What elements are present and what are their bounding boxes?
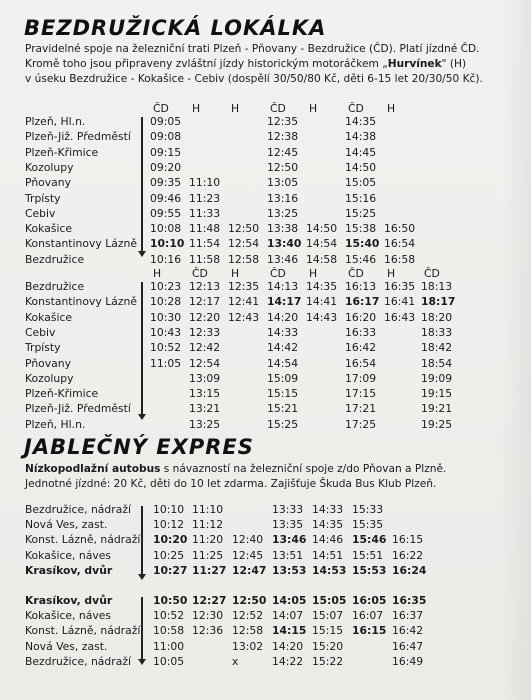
time-cell: 12:52 — [232, 609, 264, 623]
time-cell: 16:05 — [352, 594, 387, 607]
time-cell: 11:33 — [189, 206, 221, 220]
column-header: H — [153, 267, 162, 280]
station-name: Bezdružice, nádraží — [25, 503, 131, 516]
time-cell: 14:35 — [312, 518, 344, 532]
station-name: Bezdružice — [25, 280, 85, 293]
column-header: H — [387, 102, 396, 115]
time-cell: 14:50 — [306, 222, 338, 236]
section-title-jablecny-expres: JABLEČNÝ EXPRES — [24, 435, 254, 459]
time-cell: 14:22 — [272, 654, 304, 668]
time-cell: 15:05 — [312, 594, 347, 607]
time-cell: 11:54 — [189, 237, 221, 251]
column-header: ČD — [270, 267, 286, 280]
time-cell: 17:09 — [345, 371, 377, 385]
time-cell: 13:05 — [267, 176, 299, 190]
time-cell: 14:05 — [272, 594, 307, 607]
column-header: ČD — [348, 267, 364, 280]
time-cell: 16:58 — [384, 252, 416, 266]
direction-arrow — [141, 506, 143, 575]
time-cell: 19:21 — [421, 402, 453, 416]
time-cell: 12:13 — [189, 280, 221, 293]
time-cell: 15:20 — [312, 639, 344, 653]
time-cell: 16:43 — [384, 310, 416, 324]
time-cell: 13:21 — [189, 402, 221, 416]
column-header: ČD — [270, 102, 286, 115]
time-cell: 11:27 — [192, 563, 227, 577]
intro-line: v úseku Bezdružice - Kokašice - Cebiv (dospělí 30/50/80 Kč, děti 6-15 let 20/30/50 Kč). — [25, 73, 483, 85]
station-name: Trpísty — [25, 341, 61, 355]
time-cell: 12:45 — [267, 145, 299, 159]
time-cell: 12:50 — [232, 594, 267, 607]
time-cell: 16:20 — [345, 310, 377, 324]
time-cell: 12:41 — [228, 295, 260, 309]
bus-intro-line — [25, 462, 446, 477]
time-cell: 14:33 — [267, 325, 299, 339]
time-cell: 10:12 — [153, 518, 185, 532]
time-cell: 15:35 — [352, 518, 384, 532]
intro-line: Pravidelné spoje na železniční trati Plzeň - Pňovany - Bezdružice (ČD). Platí jízdné ČD. — [25, 43, 480, 55]
time-cell: 13:35 — [272, 518, 304, 532]
time-cell: 12:50 — [267, 160, 299, 174]
time-cell: 09:55 — [150, 206, 182, 220]
time-cell: 16:33 — [345, 325, 377, 339]
time-cell: 14:54 — [306, 237, 338, 251]
time-cell: 15:16 — [345, 191, 377, 205]
station-name: Plzeň-Již. Předměstí — [25, 402, 131, 416]
bus-connection: s návazností na železniční spoje z/do Pňovan a Plzně. — [160, 463, 447, 475]
time-cell: 18:20 — [421, 310, 453, 324]
time-cell: 10:28 — [150, 295, 182, 309]
time-cell: 10:58 — [153, 624, 185, 638]
time-cell: 10:27 — [153, 563, 188, 577]
time-cell: 13:46 — [267, 252, 299, 266]
station-name: Pňovany — [25, 356, 72, 370]
time-cell: 10:25 — [153, 548, 185, 562]
time-cell: 15:15 — [267, 387, 299, 401]
time-cell: 16:47 — [392, 639, 424, 653]
time-cell: 18:13 — [421, 280, 453, 293]
station-name: Plzeň-Křimice — [25, 145, 99, 159]
section-title-bezdruzicka: BEZDRUŽICKÁ LOKÁLKA — [24, 16, 327, 40]
time-cell: 13:25 — [267, 206, 299, 220]
time-cell: 14:51 — [312, 548, 344, 562]
station-name: Konst. Lázně, nádraží — [25, 533, 141, 547]
time-cell: 14:41 — [306, 295, 338, 309]
time-cell: 18:42 — [421, 341, 453, 355]
time-cell: 16:54 — [345, 356, 377, 370]
time-cell: 09:15 — [150, 145, 182, 159]
station-name: Krasíkov, dvůr — [25, 563, 113, 577]
time-cell: 10:20 — [153, 533, 188, 547]
time-cell: 17:15 — [345, 387, 377, 401]
time-cell: 15:09 — [267, 371, 299, 385]
station-name: Kokašice, náves — [25, 609, 112, 623]
time-cell: 15:05 — [345, 176, 377, 190]
intro-line: Kromě toho jsou připraveny zvláštní jízdy historickým motoráčkem „Hurvínek" (H) — [25, 58, 467, 70]
time-cell: 10:05 — [153, 654, 185, 668]
time-cell: 14:20 — [267, 310, 299, 324]
time-cell: 12:58 — [228, 252, 260, 266]
time-cell: 12:42 — [189, 341, 221, 355]
station-name: Kokašice, náves — [25, 548, 112, 562]
time-cell: 14:46 — [312, 533, 344, 547]
column-header: ČD — [424, 267, 440, 280]
time-cell: 11:25 — [192, 548, 224, 562]
time-cell: 11:23 — [189, 191, 221, 205]
time-cell: 18:54 — [421, 356, 453, 370]
time-cell: 11:10 — [189, 176, 221, 190]
column-header: H — [309, 267, 318, 280]
time-cell: 13:15 — [189, 387, 221, 401]
direction-arrow — [141, 282, 143, 415]
bus-fare-line: Jednotné jízdné: 20 Kč, děti do 10 let zdarma. Zajišťuje Škuda Bus Klub Plzeň. — [25, 478, 437, 490]
time-cell: 14:38 — [345, 130, 377, 144]
time-cell: 12:35 — [267, 115, 299, 128]
intro-text — [25, 42, 483, 87]
time-cell: 11:10 — [192, 503, 224, 516]
time-cell: 14:43 — [306, 310, 338, 324]
time-cell: 11:20 — [192, 533, 224, 547]
time-cell: 15:40 — [345, 237, 380, 251]
time-cell: 16:15 — [352, 624, 387, 638]
time-cell: 13:46 — [272, 533, 307, 547]
time-cell: 17:21 — [345, 402, 377, 416]
time-cell: 11:58 — [189, 252, 221, 266]
time-cell: 14:15 — [272, 624, 307, 638]
time-cell: 16:17 — [345, 295, 380, 309]
column-header: H — [231, 267, 240, 280]
time-cell: 14:17 — [267, 295, 302, 309]
time-cell: 14:54 — [267, 356, 299, 370]
time-cell: 13:40 — [267, 237, 302, 251]
time-cell: 15:07 — [312, 609, 344, 623]
time-cell: 09:46 — [150, 191, 182, 205]
station-name: Trpísty — [25, 191, 61, 205]
time-cell: 14:13 — [267, 280, 299, 293]
time-cell: 15:46 — [352, 533, 387, 547]
time-cell: 12:54 — [189, 356, 221, 370]
time-cell: 13:33 — [272, 503, 304, 516]
station-name: Konstantinovy Lázně — [25, 295, 137, 309]
time-cell: 12:47 — [232, 563, 267, 577]
time-cell: 19:25 — [421, 417, 453, 431]
direction-arrow — [141, 597, 143, 660]
station-name: Konst. Lázně, nádraží — [25, 624, 141, 638]
station-name: Nová Ves, zast. — [25, 639, 108, 653]
column-header: H — [231, 102, 240, 115]
time-cell: 16:54 — [384, 237, 416, 251]
station-name: Kokašice — [25, 222, 73, 236]
time-cell: 14:42 — [267, 341, 299, 355]
station-name: Krasíkov, dvůr — [25, 594, 113, 607]
time-cell: 14:50 — [345, 160, 377, 174]
time-cell: 16:42 — [392, 624, 424, 638]
station-name: Plzeň-Křimice — [25, 387, 99, 401]
time-cell: 10:30 — [150, 310, 182, 324]
station-name: Plzeň-Již. Předměstí — [25, 130, 131, 144]
time-cell: 16:42 — [345, 341, 377, 355]
time-cell: 10:16 — [150, 252, 182, 266]
time-cell: 10:10 — [150, 237, 185, 251]
column-header: ČD — [192, 267, 208, 280]
time-cell: 09:20 — [150, 160, 182, 174]
time-cell: 12:27 — [192, 594, 227, 607]
time-cell: 18:17 — [421, 295, 456, 309]
time-cell: 13:25 — [189, 417, 221, 431]
time-cell: 16:22 — [392, 548, 424, 562]
time-cell: x — [232, 654, 239, 668]
column-header: ČD — [348, 102, 364, 115]
time-cell: 13:02 — [232, 639, 264, 653]
time-cell: 16:15 — [392, 533, 424, 547]
time-cell: 15:38 — [345, 222, 377, 236]
station-name: Kozolupy — [25, 371, 74, 385]
time-cell: 12:43 — [228, 310, 260, 324]
time-cell: 12:17 — [189, 295, 221, 309]
time-cell: 11:48 — [189, 222, 221, 236]
column-header: H — [387, 267, 396, 280]
station-name: Plzeň, Hl.n. — [25, 115, 86, 128]
time-cell: 18:33 — [421, 325, 453, 339]
time-cell: 12:40 — [232, 533, 264, 547]
time-cell: 16:13 — [345, 280, 377, 293]
time-cell: 12:50 — [228, 222, 260, 236]
time-cell: 12:45 — [232, 548, 264, 562]
time-cell: 10:23 — [150, 280, 182, 293]
station-name: Kozolupy — [25, 160, 74, 174]
time-cell: 11:05 — [150, 356, 182, 370]
time-cell: 10:52 — [153, 609, 185, 623]
time-cell: 13:53 — [272, 563, 307, 577]
time-cell: 13:16 — [267, 191, 299, 205]
station-name: Bezdružice — [25, 252, 85, 266]
time-cell: 10:52 — [150, 341, 182, 355]
time-cell: 12:20 — [189, 310, 221, 324]
station-name: Cebiv — [25, 325, 56, 339]
time-cell: 16:50 — [384, 222, 416, 236]
direction-arrow — [141, 117, 143, 252]
column-header: ČD — [153, 102, 169, 115]
time-cell: 15:22 — [312, 654, 344, 668]
time-cell: 15:46 — [345, 252, 377, 266]
station-name: Plzeň, Hl.n. — [25, 417, 86, 431]
time-cell: 10:08 — [150, 222, 182, 236]
time-cell: 14:58 — [306, 252, 338, 266]
time-cell: 12:58 — [232, 624, 264, 638]
time-cell: 13:38 — [267, 222, 299, 236]
time-cell: 16:35 — [384, 280, 416, 293]
time-cell: 09:35 — [150, 176, 182, 190]
time-cell: 12:33 — [189, 325, 221, 339]
page-shadow — [501, 0, 531, 700]
time-cell: 16:49 — [392, 654, 424, 668]
station-name: Cebiv — [25, 206, 56, 220]
station-name: Bezdružice, nádraží — [25, 654, 131, 668]
time-cell: 19:09 — [421, 371, 453, 385]
time-cell: 14:35 — [306, 280, 338, 293]
bus-type: Nízkopodlažní autobus — [25, 463, 161, 475]
hurvinek-name: Hurvínek — [387, 58, 442, 70]
time-cell: 17:25 — [345, 417, 377, 431]
time-cell: 16:24 — [392, 563, 427, 577]
time-cell: 10:50 — [153, 594, 188, 607]
time-cell: 09:05 — [150, 115, 182, 128]
time-cell: 11:12 — [192, 518, 224, 532]
time-cell: 14:53 — [312, 563, 347, 577]
time-cell: 13:51 — [272, 548, 304, 562]
time-cell: 16:07 — [352, 609, 384, 623]
time-cell: 14:33 — [312, 503, 344, 516]
bus-intro-text — [25, 462, 446, 492]
time-cell: 12:38 — [267, 130, 299, 144]
time-cell: 15:21 — [267, 402, 299, 416]
column-header: H — [192, 102, 201, 115]
time-cell: 10:10 — [153, 503, 185, 516]
time-cell: 15:51 — [352, 548, 384, 562]
station-name: Kokašice — [25, 310, 73, 324]
time-cell: 16:41 — [384, 295, 416, 309]
time-cell: 14:07 — [272, 609, 304, 623]
time-cell: 19:15 — [421, 387, 453, 401]
time-cell: 15:25 — [267, 417, 299, 431]
time-cell: 12:30 — [192, 609, 224, 623]
station-name: Nová Ves, zast. — [25, 518, 108, 532]
time-cell: 12:54 — [228, 237, 260, 251]
time-cell: 16:35 — [392, 594, 427, 607]
time-cell: 12:35 — [228, 280, 260, 293]
time-cell: 15:53 — [352, 563, 387, 577]
time-cell: 09:08 — [150, 130, 182, 144]
time-cell: 14:45 — [345, 145, 377, 159]
time-cell: 15:25 — [345, 206, 377, 220]
time-cell: 16:37 — [392, 609, 424, 623]
time-cell: 11:00 — [153, 639, 185, 653]
time-cell: 13:09 — [189, 371, 221, 385]
station-name: Konstantinovy Lázně — [25, 237, 137, 251]
time-cell: 15:15 — [312, 624, 344, 638]
time-cell: 14:35 — [345, 115, 377, 128]
time-cell: 14:20 — [272, 639, 304, 653]
time-cell: 12:36 — [192, 624, 224, 638]
column-header: H — [309, 102, 318, 115]
time-cell: 15:33 — [352, 503, 384, 516]
time-cell: 10:43 — [150, 325, 182, 339]
station-name: Pňovany — [25, 176, 72, 190]
